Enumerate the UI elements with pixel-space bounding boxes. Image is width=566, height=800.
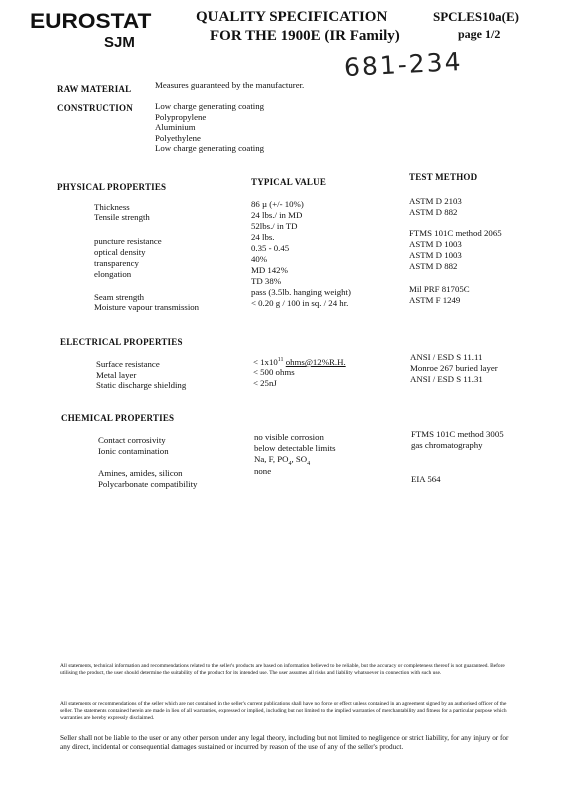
value-thickness: 86 µ (+/- 10%) [251,199,304,209]
value-transparency: 40% [251,254,268,264]
label-static-discharge: Static discharge shielding [96,380,187,390]
label-surface-resistance: Surface resistance [96,359,160,369]
label-amines: Amines, amides, silicon [98,468,183,478]
label-transparency: transparency [94,258,139,268]
label-elongation: elongation [94,269,132,279]
test-method-heading: TEST METHOD [409,172,478,182]
label-metal-layer: Metal layer [96,370,137,380]
label-contact-corrosivity: Contact corrosivity [98,435,166,445]
typical-value-heading: TYPICAL VALUE [251,177,327,187]
company-logo-sub: SJM [104,34,135,51]
surface-value-prefix: < 1x10 [253,356,278,367]
value-puncture: 24 lbs. [251,232,275,242]
surface-value-exponent: 11 [277,357,284,363]
test-seam: Mil PRF 81705C [409,284,470,294]
construction-layer: Low charge generating coating [155,143,265,154]
value-optical: 0.35 - 0.45 [251,243,290,253]
construction-layer: Low charge generating coating [155,101,265,111]
surface-value-suffix: ohms@12%R.H. [285,356,346,367]
test-optical: ASTM D 1003 [409,239,462,249]
construction-layer: Aluminium [155,122,196,133]
test-static-discharge: ANSI / ESD S 11.31 [410,374,483,384]
value-surface-resistance [253,355,346,368]
electrical-properties-heading: ELECTRICAL PROPERTIES [60,337,183,347]
construction-layers [155,101,264,154]
value-contact-corrosivity: no visible corrosion [254,432,324,442]
ion-subscript2: 4 [307,460,311,467]
test-metal-layer: Monroe 267 buried layer [410,363,498,373]
label-ionic-contamination: Ionic contamination [98,446,169,456]
document-number: SPCLES10a(E) [433,9,519,24]
value-tensile-td: 52lbs./ in TD [251,221,298,231]
document-title-line2: FOR THE 1900E (IR Family) [210,28,400,44]
test-surface-resistance: ANSI / ESD S 11.11 [410,352,483,362]
test-contact-corrosivity: FTMS 101C method 3005 [411,429,504,439]
value-metal-layer: < 500 ohms [253,367,295,377]
value-tensile-md: 24 lbs./ in MD [251,210,303,220]
disclaimer-paragraph-3: Seller shall not be liable to the user or any other person under any legal theory, including but not limited to negligence or strict liability, for any injury or for any direct, incidental or consequential damages sustained or incurred by reason of the use of any of the seller's product. [60,734,509,751]
test-tensile: ASTM D 882 [409,207,458,217]
value-static-discharge: < 25nJ [253,378,277,388]
ion-list-part1: Na, F, PO [254,454,289,464]
value-moisture: < 0.20 g / 100 in sq. / 24 hr. [251,298,349,308]
company-logo: EUROSTAT [30,10,152,33]
raw-material-value: Measures guaranteed by the manufacturer. [155,80,305,90]
construction-label: CONSTRUCTION [57,103,133,113]
document-title-line1: QUALITY SPECIFICATION [196,9,388,25]
value-elongation-td: TD 38% [251,276,282,286]
handwritten-note: 681-234 [343,46,464,83]
value-ionic-contamination: below detectable limits [254,443,336,453]
test-ionic-contamination: gas chromatography [411,440,483,450]
label-seam: Seam strength [94,292,145,302]
chemical-properties-heading: CHEMICAL PROPERTIES [61,413,175,423]
test-transparency: ASTM D 1003 [409,250,462,260]
label-optical: optical density [94,247,146,257]
test-thickness: ASTM D 2103 [409,196,462,206]
label-polycarbonate: Polycarbonate compatibility [98,479,198,489]
test-polycarbonate: EIA 564 [411,474,441,484]
test-elongation: ASTM D 882 [409,261,458,271]
test-puncture: FTMS 101C method 2065 [409,228,502,238]
value-seam: pass (3.5lb. hanging weight) [251,287,351,297]
label-moisture: Moisture vapour transmission [94,302,200,312]
physical-properties-heading: PHYSICAL PROPERTIES [57,182,167,192]
construction-layer: Polyethylene [155,132,201,143]
label-thickness: Thickness [94,202,130,212]
construction-layer: Polypropylene [155,111,207,122]
test-moisture: ASTM F 1249 [409,295,461,305]
label-puncture: puncture resistance [94,236,162,246]
page-number: page 1/2 [458,27,501,41]
label-tensile: Tensile strength [94,212,150,222]
ion-subscript1: 4 [288,460,292,467]
value-amines: none [254,466,272,476]
value-elongation-md: MD 142% [251,265,288,275]
raw-material-label: RAW MATERIAL [57,84,132,94]
ion-list-part2: , SO [291,454,308,464]
disclaimer-paragraph-2: All statements or recommendations of the seller which are not contained in the seller's current publications shall have no force or effect unless contained in an agreement signed by an authorised officer of the seller. The statements contained herein are made in lieu of all warranties, expressed or implied, including but not limited to the implied warranties of merchantability and fitness for a particular purpose which warranties are hereby expressly disclaimed. [60,701,507,721]
disclaimer-paragraph-1: All statements, technical information and recommendations related to the seller's products are based on information believed to be reliable, but the accuracy or completeness thereof is not guaranteed. Before utilising the product, the user should determine the suitability of the product for its intended use. The user assumes all risks and liability whatsoever in connection with such use. [60,663,505,676]
